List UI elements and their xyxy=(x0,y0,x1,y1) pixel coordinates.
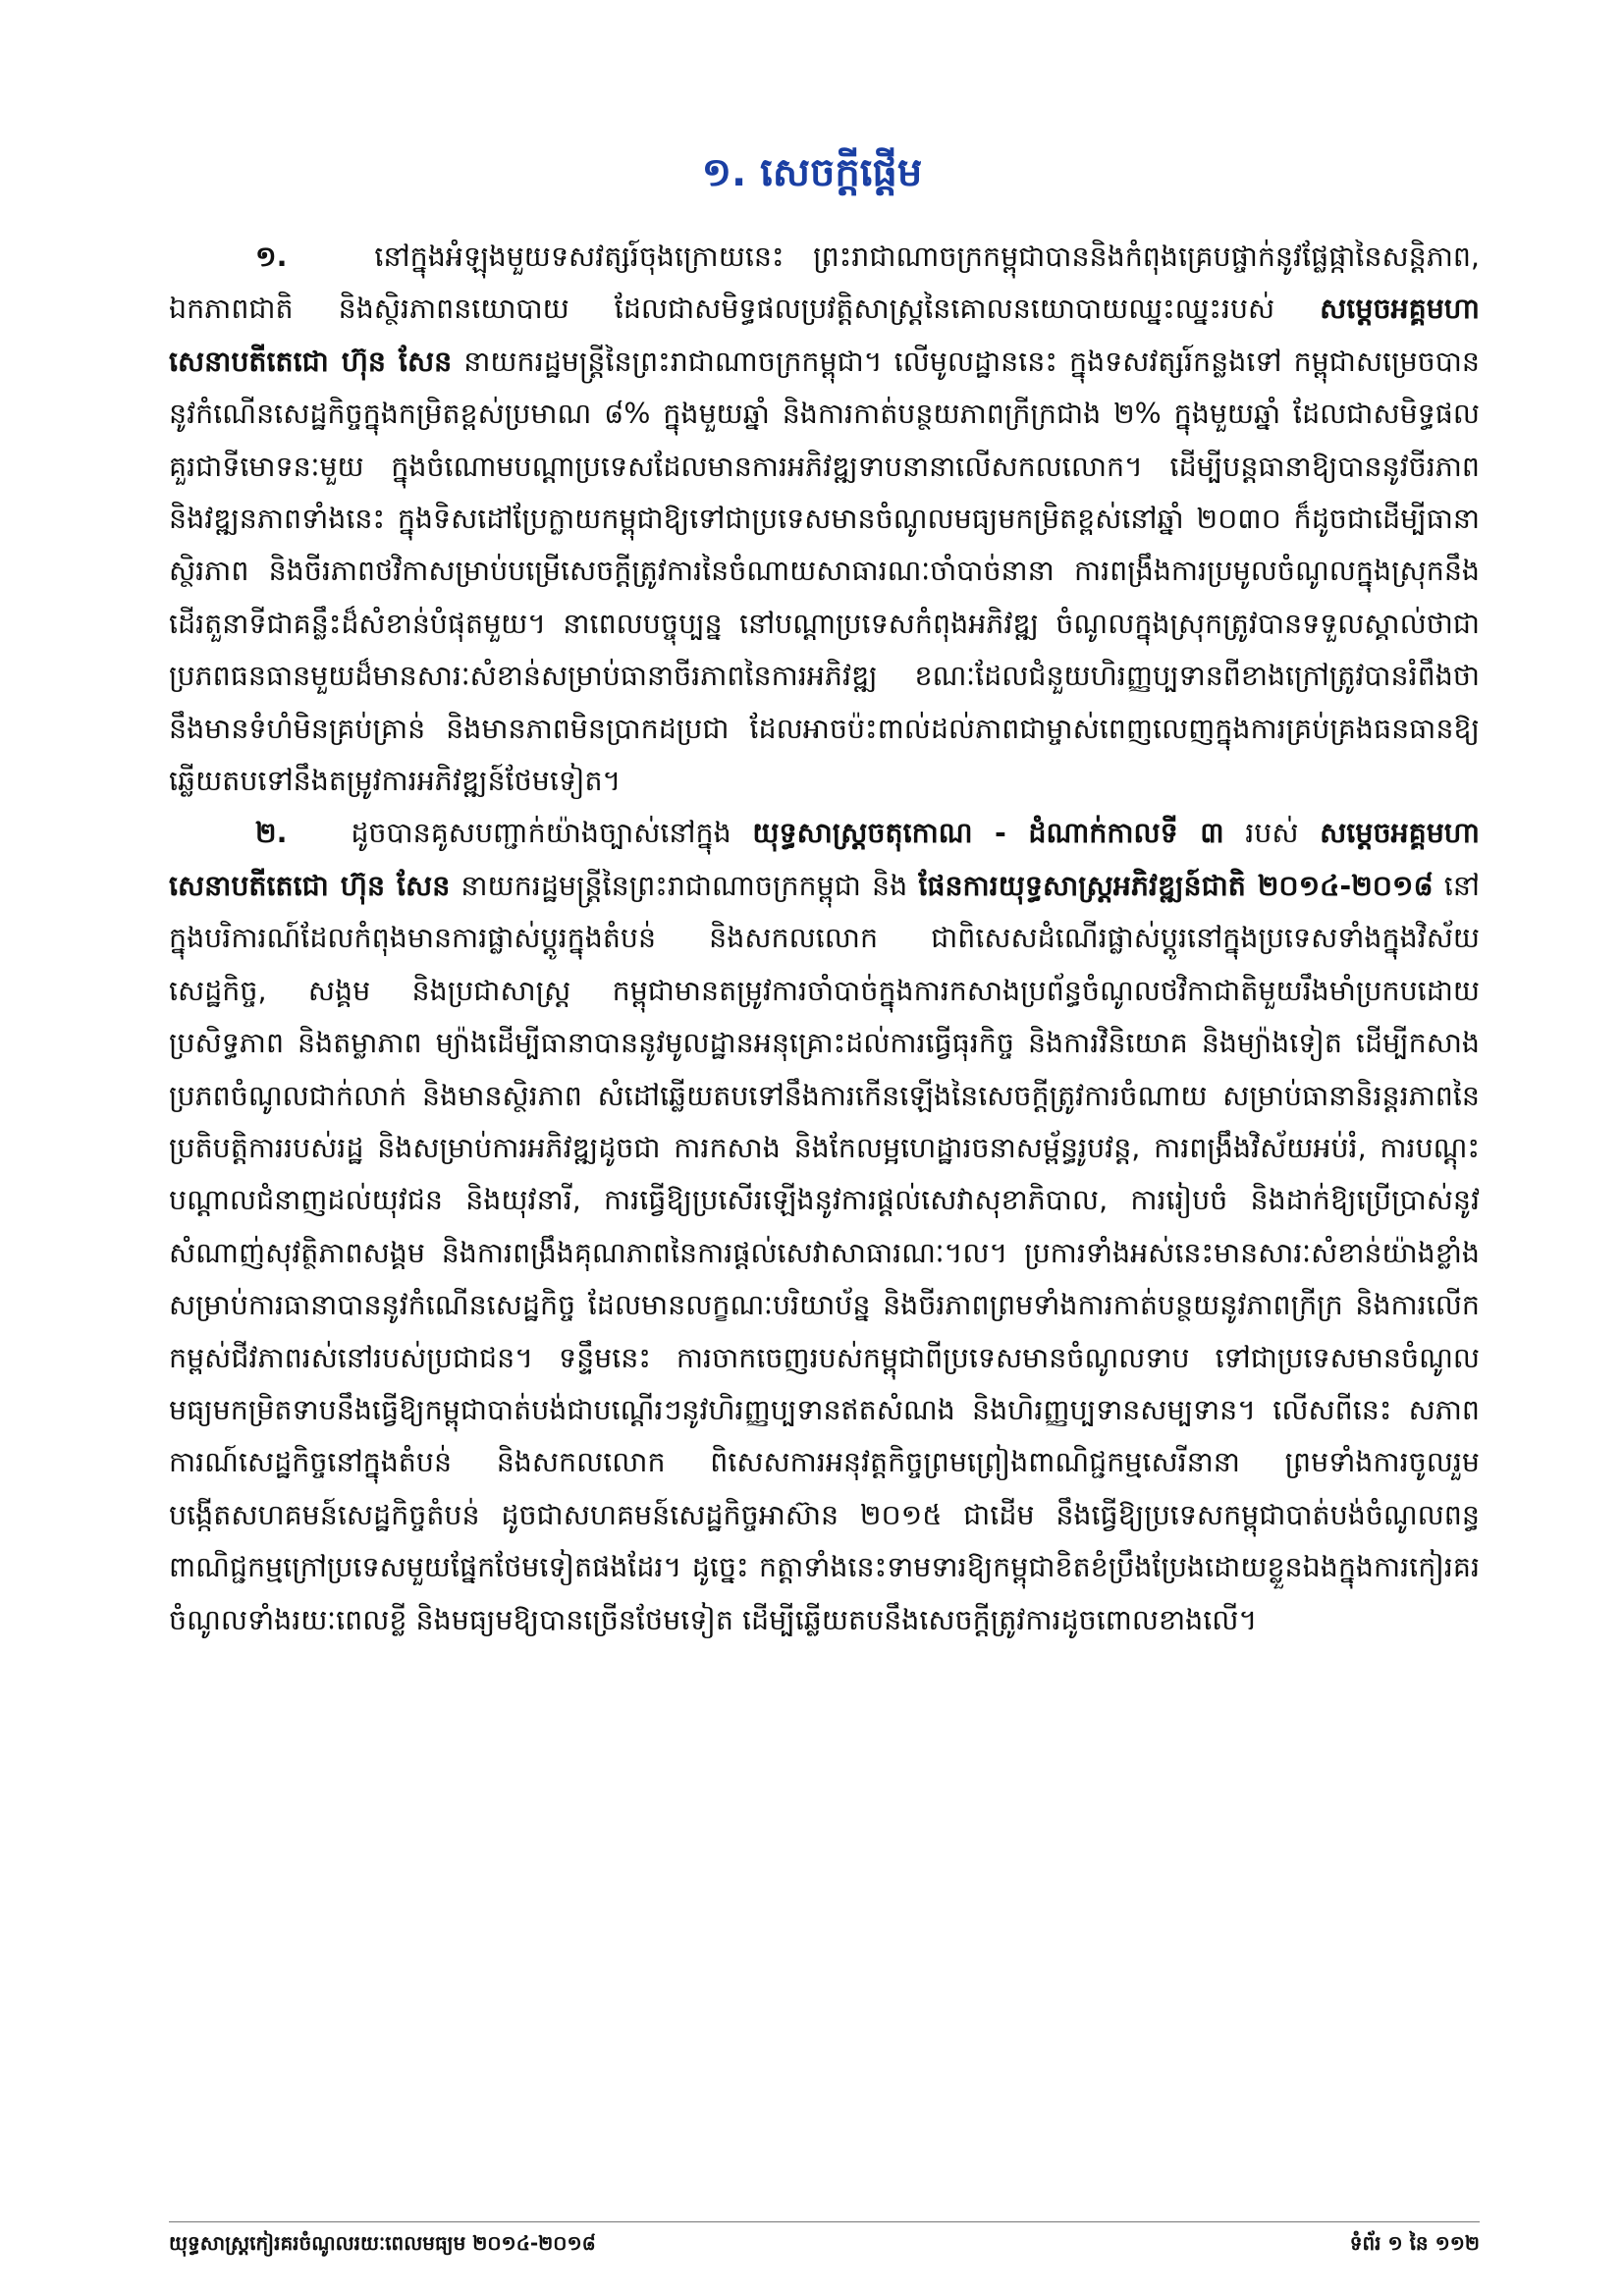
footer-page-number: ទំព័រ ១ នៃ ១១២ xyxy=(1349,2231,1480,2255)
bold-plan: ផែនការយុទ្ធសាស្ត្រអភិវឌ្ឍន៍ជាតិ ២០១៤-២០១៨ xyxy=(918,869,1434,902)
paragraph-number: ២. xyxy=(255,817,288,850)
bold-name: សម្តេចអគ្គមហាសេនាបតីតេជោ ហ៊ុន សែន xyxy=(169,817,1480,902)
paragraph-text: នាយករដ្ឋមន្ត្រីនៃព្រះរាជាណាចក្រកម្ពុជា និង xyxy=(450,869,919,902)
paragraph-2 xyxy=(169,807,1480,1646)
paragraph-text: ដូចបានគូសបញ្ជាក់យ៉ាងច្បាស់នៅក្នុង xyxy=(351,817,753,850)
bold-strategy: យុទ្ធសាស្ត្រចតុកោណ - ដំណាក់កាលទី ៣ xyxy=(752,817,1224,850)
paragraph-text: នៅក្នុងបរិការណ៍ដែលកំពុងមានការផ្លាស់ប្តូរក្នុងតំបន់ និងសកលលោក ជាពិសេសដំណើរផ្លាស់ប្តូរនៅក្នុងប្រទេសទាំងក្នុងវិស័យសេដ្ឋកិច្ច, សង្គម និងប្រជាសាស្ត្រ កម្ពុជាមានតម្រូវការចាំបាច់ក្នុងការកសាងប្រព័ន្ធចំណូលថវិកាជាតិមួយរឹងមាំប្រកបដោយប្រសិទ្ធភាព និងតម្លាភាព ម្យ៉ាងដើម្បីធានាបាននូវមូលដ្ឋានអនុគ្រោះដល់ការធ្វើធុរកិច្ច និងការវិនិយោគ និងម្យ៉ាងទៀត ដើម្បីកសាងប្រភពចំណូលជាក់លាក់ និងមានស្ថិរភាព សំដៅឆ្លើយតបទៅនឹងការកើនឡើងនៃសេចក្តីត្រូវការចំណាយ សម្រាប់ធានានិរន្តរភាពនៃប្រតិបត្តិការរបស់រដ្ឋ និងសម្រាប់ការអភិវឌ្ឍដូចជា ការកសាង និងកែលម្អហេដ្ឋារចនាសម្ព័ន្ធរូបវន្ត, ការពង្រឹងវិស័យអប់រំ, ការបណ្តុះបណ្តាលជំនាញដល់យុវជន និងយុវនារី, ការធ្វើឱ្យប្រសើរឡើងនូវការផ្តល់សេវាសុខាភិបាល, ការរៀបចំ និងដាក់ឱ្យប្រើប្រាស់នូវសំណាញ់សុវត្ថិភាពសង្គម និងការពង្រឹងគុណភាពនៃការផ្តល់សេវាសាធារណៈ។ល។ ប្រការទាំងអស់នេះមានសារៈសំខាន់យ៉ាងខ្លាំងសម្រាប់ការធានាបាននូវកំណើនសេដ្ឋកិច្ច ដែលមានលក្ខណៈបរិយាប័ន្ន និងចីរភាពព្រមទាំងការកាត់បន្ថយនូវភាពក្រីក្រ និងការលើកកម្ពស់ជីវភាពរស់នៅរបស់ប្រជាជន។ ទន្ទឹមនេះ ការចាកចេញរបស់កម្ពុជាពីប្រទេសមានចំណូលទាប ទៅជាប្រទេសមានចំណូលមធ្យមកម្រិតទាបនឹងធ្វើឱ្យកម្ពុជាបាត់បង់ជាបណ្តើរៗនូវហិរញ្ញប្បទានឥតសំណង និងហិរញ្ញប្បទានសម្បទាន។ លើសពីនេះ សភាពការណ៍សេដ្ឋកិច្ចនៅក្នុងតំបន់ និងសកលលោក ពិសេសការអនុវត្តកិច្ចព្រមព្រៀងពាណិជ្ជកម្មសេរីនានា ព្រមទាំងការចូលរួមបង្កើតសហគមន៍សេដ្ឋកិច្ចតំបន់ ដូចជាសហគមន៍សេដ្ឋកិច្ចអាស៊ាន ២០១៥ ជាដើម នឹងធ្វើឱ្យប្រទេសកម្ពុជាបាត់បង់ចំណូលពន្ធពាណិជ្ជកម្មក្រៅប្រទេសមួយផ្នែកថែមទៀតផងដែរ។ ដូច្នេះ កត្តាទាំងនេះទាមទារឱ្យកម្ពុជាខិតខំប្រឹងប្រែងដោយខ្លួនឯងក្នុងការកៀរគរចំណូលទាំងរយៈពេលខ្លី និងមធ្យមឱ្យបានច្រើនថែមទៀត ដើម្បីឆ្លើយតបនឹងសេចក្តីត្រូវការដូចពោលខាងលើ។ xyxy=(169,869,1480,1636)
paragraph-text: នាយករដ្ឋមន្ត្រីនៃព្រះរាជាណាចក្រកម្ពុជា។ លើមូលដ្ឋាននេះ ក្នុងទសវត្សរ៍កន្លងទៅ កម្ពុជាសម្រេចបាននូវកំណើនសេដ្ឋកិច្ចក្នុងកម្រិតខ្ពស់ប្រមាណ ៨% ក្នុងមួយឆ្នាំ និងការកាត់បន្ថយភាពក្រីក្រជាង ២% ក្នុងមួយឆ្នាំ ដែលជាសមិទ្ធផលគួរជាទីមោទនៈមួយ ក្នុងចំណោមបណ្តាប្រទេសដែលមានការអភិវឌ្ឍទាបនានាលើសកលលោក។ ដើម្បីបន្តធានាឱ្យបាននូវចីរភាព និងវឌ្ឍនភាពទាំងនេះ ក្នុងទិសដៅប្រែក្លាយកម្ពុជាឱ្យទៅជាប្រទេសមានចំណូលមធ្យមកម្រិតខ្ពស់នៅឆ្នាំ ២០៣០ ក៏ដូចជាដើម្បីធានាស្ថិរភាព និងចីរភាពថវិកាសម្រាប់បម្រើសេចក្តីត្រូវការនៃចំណាយសាធារណៈចាំបាច់នានា ការពង្រឹងការប្រមូលចំណូលក្នុងស្រុកនឹងដើរតួនាទីជាគន្លឹះដ៏សំខាន់បំផុតមួយ។ នាពេលបច្ចុប្បន្ន នៅបណ្តាប្រទេសកំពុងអភិវឌ្ឍ ចំណូលក្នុងស្រុកត្រូវបានទទួលស្គាល់ថាជាប្រភពធនធានមួយដ៏មានសារៈសំខាន់សម្រាប់ធានាចីរភាពនៃការអភិវឌ្ឍ ខណៈដែលជំនួយហិរញ្ញប្បទានពីខាងក្រៅត្រូវបានរំពឹងថានឹងមានទំហំមិនគ្រប់គ្រាន់ និងមានភាពមិនប្រាកដប្រជា ដែលអាចប៉ះពាល់ដល់ភាពជាម្ចាស់ពេញលេញក្នុងការគ្រប់គ្រងធនធានឱ្យឆ្លើយតបទៅនឹងតម្រូវការអភិវឌ្ឍន៍ថែមទៀត។ xyxy=(169,345,1480,798)
paragraph-1 xyxy=(169,231,1480,807)
footer-divider xyxy=(169,2221,1480,2222)
page-title: ១. សេចក្តីផ្តើម xyxy=(701,150,923,195)
paragraph-number: ១. xyxy=(255,240,288,273)
document-body xyxy=(169,231,1480,1646)
paragraph-text: របស់ xyxy=(1223,817,1321,850)
footer-document-title: យុទ្ធសាស្ត្រកៀរគរចំណូលរយៈពេលមធ្យម ២០១៤-២០១៨ xyxy=(169,2231,596,2255)
paragraph-text: នៅក្នុងអំឡុងមួយទសវត្សរ៍ចុងក្រោយនេះ ព្រះរាជាណាចក្រកម្ពុជាបាននិងកំពុងគ្រេបផ្ចាក់នូវផ្លែផ្កានៃសន្តិភាព, ឯកភាពជាតិ និងស្ថិរភាពនយោបាយ ដែលជាសមិទ្ធផលប្រវត្តិសាស្ត្រនៃគោលនយោបាយឈ្នះឈ្នះរបស់ xyxy=(169,240,1480,326)
bold-name: សម្តេចអគ្គមហាសេនាបតីតេជោ ហ៊ុន សែន xyxy=(169,293,1480,378)
